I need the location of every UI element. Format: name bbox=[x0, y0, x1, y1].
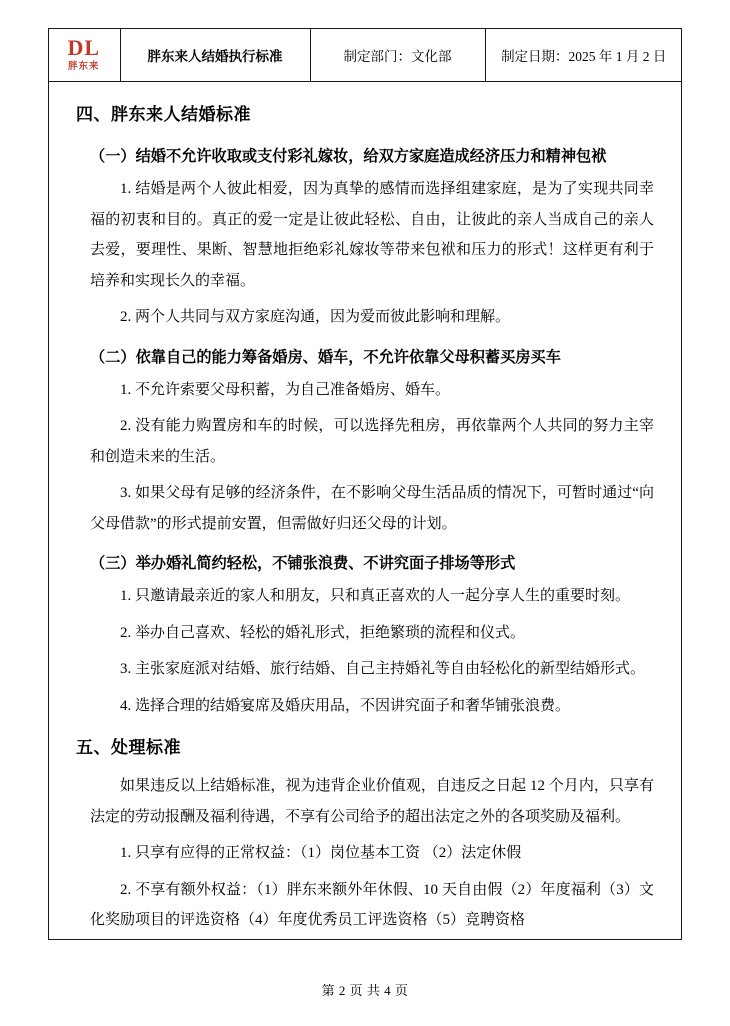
document-title: 胖东来人结婚执行标准 bbox=[120, 28, 310, 82]
subsection-heading-4-3: （三）举办婚礼简约轻松，不铺张浪费、不讲究面子排场等形式 bbox=[90, 555, 516, 572]
paragraph-5-1: 如果违反以上结婚标准，视为违背企业价值观，自违反之日起 12 个月内，只享有法定的劳动报酬及福利待遇，不享有公司给予的超出法定之外的各项奖励及福利。 bbox=[90, 778, 654, 825]
paragraph-4-3-3: 3. 主张家庭派对结婚、旅行结婚、自己主持婚礼等自由轻松化的新型结婚形式。 bbox=[120, 661, 646, 677]
header-department: 制定部门：文化部 bbox=[310, 28, 485, 82]
paragraph-4-2-1: 1. 不允许索要父母积蓄，为自己准备婚房、婚车。 bbox=[120, 381, 451, 398]
company-logo-cell bbox=[48, 28, 120, 82]
paragraph-4-3-1: 1. 只邀请最亲近的家人和朋友，只和真正喜欢的人一起分享人生的重要时刻。 bbox=[120, 588, 631, 604]
paragraph-4-2-3: 3. 如果父母有足够的经济条件，在不影响父母生活品质的情况下，可暂时通过“向父母借款”的形式提前安置，但需做好归还父母的计划。 bbox=[90, 485, 654, 532]
paragraph-4-3-2: 2. 举办自己喜欢、轻松的婚礼形式，拒绝繁琐的流程和仪式。 bbox=[120, 624, 526, 641]
document-header-table bbox=[48, 28, 682, 82]
paragraph-5-3: 2. 不享有额外权益：（1）胖东来额外年休假、10 天自由假（2）年度福利（3）文化奖励项目的评选资格（4）年度优秀员工评选资格（5）竞聘资格 bbox=[90, 881, 654, 928]
document-body bbox=[62, 98, 668, 936]
paragraph-4-3-4: 4. 选择合理的结婚宴席及婚庆用品，不因讲究面子和奢华铺张浪费。 bbox=[120, 697, 571, 714]
subsection-heading-4-1: （一）结婚不允许收取或支付彩礼嫁妆，给双方家庭造成经济压力和精神包袱 bbox=[90, 148, 607, 165]
page-footer: 第 2 页 共 4 页 bbox=[321, 983, 409, 998]
paragraph-4-1-2: 2. 两个人共同与双方家庭沟通，因为爱而彼此影响和理解。 bbox=[120, 309, 511, 325]
section-heading-5: 五、处理标准 bbox=[76, 738, 181, 757]
logo-mark-text: DL bbox=[67, 35, 101, 61]
paragraph-4-2-2: 2. 没有能力购置房和车的时候，可以选择先租房，再依靠两个人共同的努力主宰和创造未来的生活。 bbox=[90, 418, 654, 465]
header-row bbox=[48, 28, 682, 82]
paragraph-4-1-1: 1. 结婚是两个人彼此相爱，因为真挚的感情而选择组建家庭，是为了实现共同幸福的初衷和目的。真正的爱一定是让彼此轻松、自由，让彼此的亲人当成自己的亲人去爱，要理性、果断、智慧地拒绝彩礼嫁妆等带来包袱和压力的形式！这样更有利于培养和实现长久的幸福。 bbox=[90, 181, 654, 289]
header-date: 制定日期：2025 年 1 月 2 日 bbox=[485, 28, 682, 82]
subsection-heading-4-2: （二）依靠自己的能力筹备婚房、婚车，不允许依靠父母积蓄买房买车 bbox=[90, 348, 561, 366]
section-heading-4: 四、胖东来人结婚标准 bbox=[76, 105, 251, 124]
company-logo bbox=[48, 37, 120, 72]
paragraph-5-2: 1. 只享有应得的正常权益：（1）岗位基本工资 （2）法定休假 bbox=[120, 845, 522, 861]
logo-brand-text: 胖东来 bbox=[67, 61, 100, 73]
